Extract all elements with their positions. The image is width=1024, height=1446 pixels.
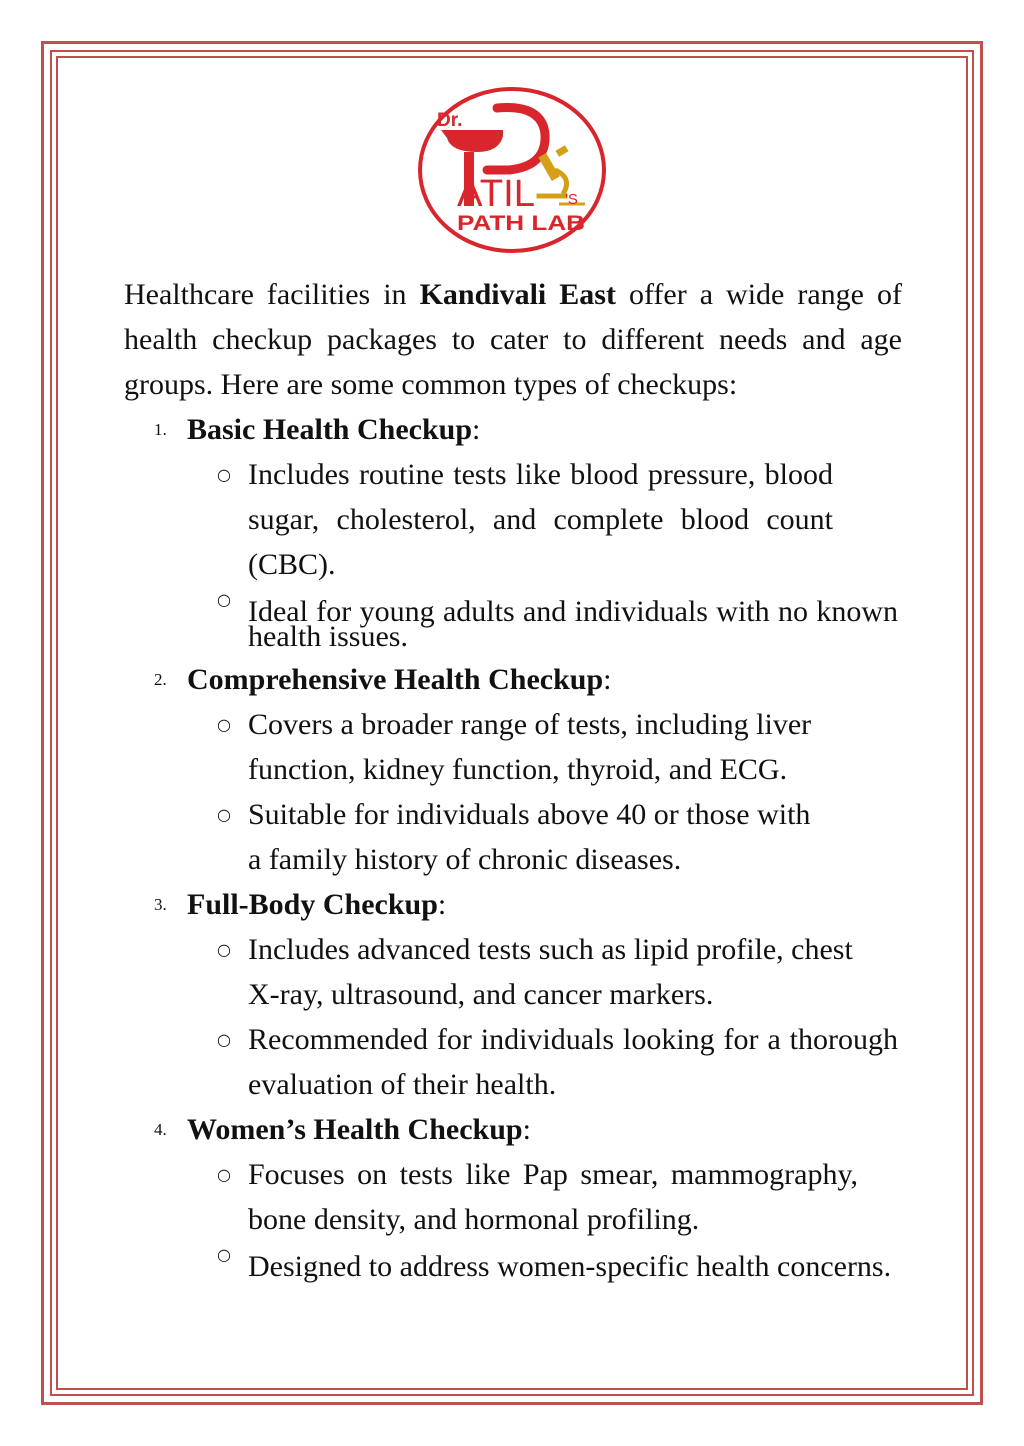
logo-dr-text: Dr. (437, 110, 463, 131)
logo-lab-text: PATH LAB (457, 212, 585, 235)
patil-path-lab-logo (417, 86, 607, 254)
bullet-item (187, 1242, 898, 1287)
bullet-circle-icon: ○ (217, 1245, 231, 1264)
list-item (124, 1107, 902, 1287)
intro-text-start: Healthcare facilities in (124, 278, 420, 311)
bullet-circle-icon: ○ (217, 1030, 231, 1049)
item-number: 1. (154, 420, 167, 439)
location-highlight: Kandivali East (419, 278, 616, 311)
bullet-list (187, 452, 902, 657)
bullet-list (187, 1152, 902, 1287)
checkup-list (124, 407, 902, 1287)
bullet-circle-icon: ○ (217, 715, 231, 734)
heading-colon: : (522, 1113, 531, 1146)
bullet-list (187, 702, 902, 882)
bullet-circle-icon: ○ (217, 1165, 231, 1184)
bullet-text: Includes routine tests like blood pressure, blood sugar, cholesterol, and complete blood count (CBC). (248, 458, 833, 581)
logo-suffix-text: 'S (565, 191, 578, 208)
bullet-text: Focuses on tests like Pap smear, mammography, bone density, and hormonal profiling. (248, 1158, 858, 1236)
heading-colon: : (603, 663, 612, 696)
bullet-text: Includes advanced tests such as lipid profile, chest X-ray, ultrasound, and cancer markers. (248, 933, 853, 1011)
bullet-text: Covers a broader range of tests, including liver function, kidney function, thyroid, and ECG. (248, 708, 812, 786)
bullet-text: Ideal for young adults and individuals with no known health issues. (248, 595, 898, 653)
document-body (124, 272, 902, 1387)
bullet-text: Suitable for individuals above 40 or those with a family history of chronic diseases. (248, 798, 811, 876)
heading-colon: : (437, 888, 447, 921)
item-heading: Basic Health Checkup (187, 413, 473, 446)
bullet-circle-icon: ○ (217, 590, 231, 609)
bullet-list (187, 927, 902, 1107)
bullet-item (187, 792, 818, 882)
bullet-item (187, 1017, 898, 1107)
bullet-item (187, 927, 863, 1017)
intro-text-end: offer a wide range of health checkup packages to cater to different needs and age groups. Here are some common types of checkups: (124, 278, 902, 401)
item-number: 3. (154, 895, 167, 914)
heading-colon: : (472, 413, 481, 446)
item-heading: Women’s Health Checkup (187, 1113, 523, 1146)
item-number: 2. (154, 670, 167, 689)
bullet-circle-icon: ○ (217, 465, 231, 484)
list-item (124, 407, 902, 657)
item-heading: Full-Body Checkup (187, 888, 438, 921)
bullet-item (187, 702, 818, 792)
intro-paragraph (124, 272, 902, 407)
bullet-circle-icon: ○ (217, 940, 231, 959)
item-number: 4. (154, 1120, 167, 1139)
list-item (124, 657, 902, 882)
bullet-item (187, 587, 898, 657)
bullet-text: Recommended for individuals looking for a thorough evaluation of their health. (248, 1023, 898, 1101)
list-item (124, 882, 902, 1107)
bullet-item (187, 1152, 858, 1242)
logo-name-text: ATIL (457, 173, 535, 215)
bullet-item (187, 452, 833, 587)
item-heading: Comprehensive Health Checkup (187, 663, 604, 696)
bullet-text: Designed to address women-specific health concerns. (248, 1250, 892, 1283)
bullet-circle-icon: ○ (217, 805, 231, 824)
